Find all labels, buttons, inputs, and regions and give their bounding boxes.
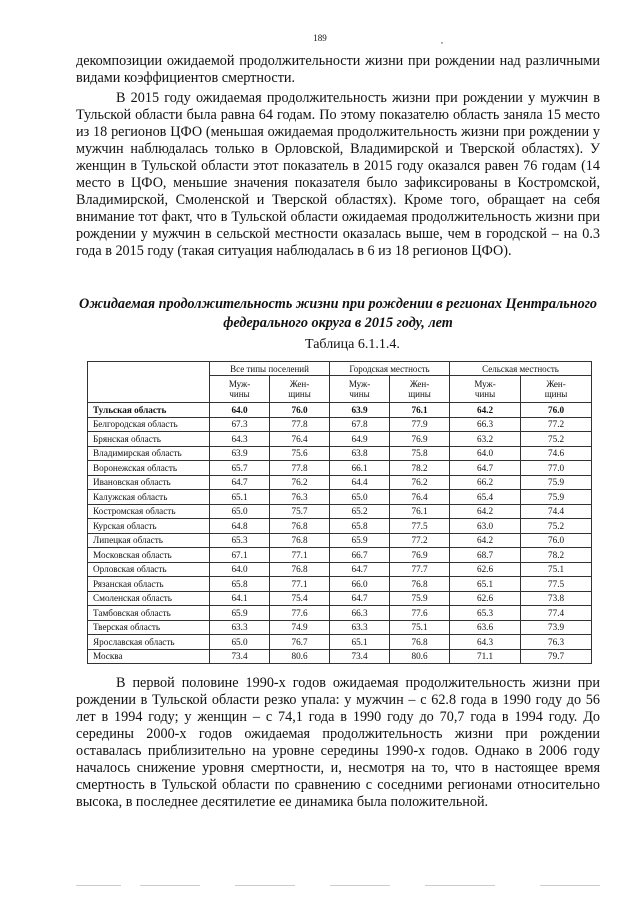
table-title: Ожидаемая продолжительность жизни при рождении в регионах Центрального федерального округа в 2015 году, лет xyxy=(78,296,598,331)
footer-rule xyxy=(235,885,295,886)
value-cell: 64.0 xyxy=(210,403,270,418)
value-cell: 63.3 xyxy=(330,620,390,635)
value-cell: 68.7 xyxy=(450,548,521,563)
paragraph-1: декомпозиции ожидаемой продолжительности жизни при рождении над различными видами коэффициентов смертности. xyxy=(76,53,600,86)
value-cell: 73.8 xyxy=(521,591,592,606)
value-cell: 65.9 xyxy=(210,606,270,621)
value-cell: 76.8 xyxy=(390,635,450,650)
value-cell: 76.8 xyxy=(270,519,330,534)
value-cell: 76.7 xyxy=(270,635,330,650)
value-cell: 75.1 xyxy=(521,562,592,577)
group-header-urban: Городская местность xyxy=(330,362,450,376)
value-cell: 77.4 xyxy=(521,606,592,621)
value-cell: 65.4 xyxy=(450,490,521,505)
region-cell: Костромская область xyxy=(88,504,210,519)
value-cell: 76.8 xyxy=(270,562,330,577)
value-cell: 76.3 xyxy=(521,635,592,650)
value-cell: 64.2 xyxy=(450,403,521,418)
table-label: Таблица 6.1.1.4. xyxy=(305,337,400,352)
value-cell: 63.3 xyxy=(210,620,270,635)
subheader-male: Муж- чины xyxy=(330,376,390,403)
value-cell: 77.1 xyxy=(270,548,330,563)
region-cell: Брянская область xyxy=(88,432,210,447)
value-cell: 76.8 xyxy=(270,533,330,548)
value-cell: 73.4 xyxy=(210,649,270,664)
value-cell: 77.8 xyxy=(270,417,330,432)
value-cell: 63.8 xyxy=(330,446,390,461)
value-cell: 77.1 xyxy=(270,577,330,592)
value-cell: 67.1 xyxy=(210,548,270,563)
value-cell: 63.9 xyxy=(330,403,390,418)
value-cell: 66.3 xyxy=(330,606,390,621)
table-row xyxy=(88,446,592,461)
value-cell: 65.8 xyxy=(210,577,270,592)
region-cell: Московская область xyxy=(88,548,210,563)
value-cell: 65.0 xyxy=(210,635,270,650)
region-cell: Тамбовская область xyxy=(88,606,210,621)
value-cell: 80.6 xyxy=(270,649,330,664)
region-cell: Воронежская область xyxy=(88,461,210,476)
group-header-all: Все типы поселений xyxy=(210,362,330,376)
value-cell: 76.0 xyxy=(270,403,330,418)
table-row xyxy=(88,635,592,650)
value-cell: 65.3 xyxy=(450,606,521,621)
value-cell: 75.6 xyxy=(270,446,330,461)
subheader-female: Жен- щины xyxy=(270,376,330,403)
value-cell: 64.2 xyxy=(450,504,521,519)
value-cell: 63.9 xyxy=(210,446,270,461)
value-cell: 64.7 xyxy=(450,461,521,476)
value-cell: 78.2 xyxy=(521,548,592,563)
value-cell: 66.3 xyxy=(450,417,521,432)
value-cell: 76.9 xyxy=(390,548,450,563)
paragraph-2: В 2015 году ожидаемая продолжительность жизни при рождении у мужчин в Тульской области была равна 64 годам. По этому показателю область заняла 15 место из 18 регионов ЦФО (меньшая ожидаемая продолжительность жизни при рождении у мужчин наблюдалась только в Орловской, Владимирской и Тверской областях). У женщин в Тульской области этот показатель в 2015 году оказался равен 76 годам (14 место в ЦФО, меньшие значения показателя было зафиксированы в Костромской, Владимирской, Смоленской и Тверской областях). Кроме того, обращает на себя внимание тот факт, что в Тульской области ожидаемая продолжительность жизни при рождении у мужчин в сельской местности оказалась выше, чем в городской – на 0.3 года в 2015 году (такая ситуация наблюдалась в 6 из 18 регионов ЦФО). xyxy=(76,90,600,259)
value-cell: 64.3 xyxy=(450,635,521,650)
table-body xyxy=(88,403,592,664)
page-number: 189 xyxy=(313,33,327,43)
value-cell: 63.0 xyxy=(450,519,521,534)
table-row xyxy=(88,504,592,519)
value-cell: 77.0 xyxy=(521,461,592,476)
value-cell: 65.7 xyxy=(210,461,270,476)
region-cell: Курская область xyxy=(88,519,210,534)
region-cell: Смоленская область xyxy=(88,591,210,606)
table-row xyxy=(88,591,592,606)
value-cell: 75.7 xyxy=(270,504,330,519)
value-cell: 62.6 xyxy=(450,562,521,577)
value-cell: 75.9 xyxy=(521,490,592,505)
value-cell: 74.4 xyxy=(521,504,592,519)
region-cell: Москва xyxy=(88,649,210,664)
value-cell: 77.5 xyxy=(390,519,450,534)
value-cell: 71.1 xyxy=(450,649,521,664)
region-cell: Рязанская область xyxy=(88,577,210,592)
region-cell: Тульская область xyxy=(88,403,210,418)
value-cell: 64.1 xyxy=(210,591,270,606)
table-row xyxy=(88,533,592,548)
table-row xyxy=(88,519,592,534)
value-cell: 76.4 xyxy=(270,432,330,447)
value-cell: 66.7 xyxy=(330,548,390,563)
value-cell: 75.8 xyxy=(390,446,450,461)
value-cell: 74.6 xyxy=(521,446,592,461)
value-cell: 77.9 xyxy=(390,417,450,432)
value-cell: 76.2 xyxy=(390,475,450,490)
table-row xyxy=(88,461,592,476)
subheader-male: Муж- чины xyxy=(450,376,521,403)
region-cell: Тверская область xyxy=(88,620,210,635)
value-cell: 65.8 xyxy=(330,519,390,534)
value-cell: 65.1 xyxy=(330,635,390,650)
value-cell: 75.1 xyxy=(390,620,450,635)
value-cell: 76.1 xyxy=(390,504,450,519)
region-cell: Ярославская область xyxy=(88,635,210,650)
value-cell: 65.2 xyxy=(330,504,390,519)
value-cell: 76.0 xyxy=(521,533,592,548)
value-cell: 64.7 xyxy=(210,475,270,490)
value-cell: 63.6 xyxy=(450,620,521,635)
table-row xyxy=(88,548,592,563)
footer-rule xyxy=(330,885,390,886)
value-cell: 65.9 xyxy=(330,533,390,548)
table-row xyxy=(88,649,592,664)
value-cell: 76.8 xyxy=(390,577,450,592)
table-row xyxy=(88,606,592,621)
value-cell: 66.2 xyxy=(450,475,521,490)
value-cell: 65.0 xyxy=(210,504,270,519)
value-cell: 76.3 xyxy=(270,490,330,505)
value-cell: 65.3 xyxy=(210,533,270,548)
paragraph-3: В первой половине 1990-х годов ожидаемая продолжительность жизни при рождении в Тульской области резко упала: у мужчин – с 62.8 года в 1990 году до 56 лет в 1994 году; у женщин – с 74,1 года в 1990 году до 70,7 года в 1994 году. До середины 2000-х годов ожидаемая продолжительность жизни при рождении оставалась приблизительно на уровне середины 1990-х годов. Однако в 2006 году началось снижение уровня смертности, и, несмотря на то, что в настоящее время смертность в Тульской области по сравнению с соседними регионами относительно высока, в последнее десятилетие ее динамика была положительной. xyxy=(76,675,600,810)
value-cell: 77.2 xyxy=(521,417,592,432)
value-cell: 64.2 xyxy=(450,533,521,548)
value-cell: 75.9 xyxy=(521,475,592,490)
value-cell: 75.4 xyxy=(270,591,330,606)
value-cell: 64.8 xyxy=(210,519,270,534)
value-cell: 67.3 xyxy=(210,417,270,432)
value-cell: 80.6 xyxy=(390,649,450,664)
table-row xyxy=(88,417,592,432)
region-cell: Белгородская область xyxy=(88,417,210,432)
value-cell: 77.5 xyxy=(521,577,592,592)
value-cell: 64.9 xyxy=(330,432,390,447)
value-cell: 64.3 xyxy=(210,432,270,447)
region-cell: Калужская область xyxy=(88,490,210,505)
value-cell: 77.7 xyxy=(390,562,450,577)
value-cell: 77.6 xyxy=(270,606,330,621)
value-cell: 77.6 xyxy=(390,606,450,621)
value-cell: 76.0 xyxy=(521,403,592,418)
value-cell: 75.2 xyxy=(521,432,592,447)
table-row xyxy=(88,620,592,635)
region-cell: Липецкая область xyxy=(88,533,210,548)
value-cell: 62.6 xyxy=(450,591,521,606)
subheader-female: Жен- щины xyxy=(390,376,450,403)
value-cell: 73.4 xyxy=(330,649,390,664)
value-cell: 77.2 xyxy=(390,533,450,548)
value-cell: 74.9 xyxy=(270,620,330,635)
value-cell: 65.1 xyxy=(450,577,521,592)
value-cell: 77.8 xyxy=(270,461,330,476)
margin-mark: , xyxy=(441,36,443,45)
value-cell: 76.1 xyxy=(390,403,450,418)
value-cell: 64.7 xyxy=(330,562,390,577)
table-row xyxy=(88,562,592,577)
life-expectancy-table xyxy=(87,361,592,664)
value-cell: 64.4 xyxy=(330,475,390,490)
value-cell: 75.9 xyxy=(390,591,450,606)
table-row xyxy=(88,403,592,418)
value-cell: 78.2 xyxy=(390,461,450,476)
value-cell: 63.2 xyxy=(450,432,521,447)
value-cell: 76.9 xyxy=(390,432,450,447)
footer-rule xyxy=(140,885,200,886)
value-cell: 64.7 xyxy=(330,591,390,606)
value-cell: 79.7 xyxy=(521,649,592,664)
value-cell: 65.0 xyxy=(330,490,390,505)
value-cell: 65.1 xyxy=(210,490,270,505)
group-header-rural: Сельская местность xyxy=(450,362,592,376)
value-cell: 66.0 xyxy=(330,577,390,592)
table-row xyxy=(88,577,592,592)
region-cell: Ивановская область xyxy=(88,475,210,490)
value-cell: 75.2 xyxy=(521,519,592,534)
value-cell: 76.4 xyxy=(390,490,450,505)
table-row xyxy=(88,432,592,447)
footer-rule xyxy=(425,885,495,886)
table-row xyxy=(88,475,592,490)
footer-rule xyxy=(540,885,600,886)
value-cell: 76.2 xyxy=(270,475,330,490)
value-cell: 67.8 xyxy=(330,417,390,432)
table-row xyxy=(88,490,592,505)
region-cell: Владимирская область xyxy=(88,446,210,461)
value-cell: 64.0 xyxy=(210,562,270,577)
region-header xyxy=(88,362,210,403)
value-cell: 64.0 xyxy=(450,446,521,461)
subheader-female: Жен- щины xyxy=(521,376,592,403)
subheader-male: Муж- чины xyxy=(210,376,270,403)
footer-rule xyxy=(76,885,121,886)
value-cell: 73.9 xyxy=(521,620,592,635)
value-cell: 66.1 xyxy=(330,461,390,476)
region-cell: Орловская область xyxy=(88,562,210,577)
